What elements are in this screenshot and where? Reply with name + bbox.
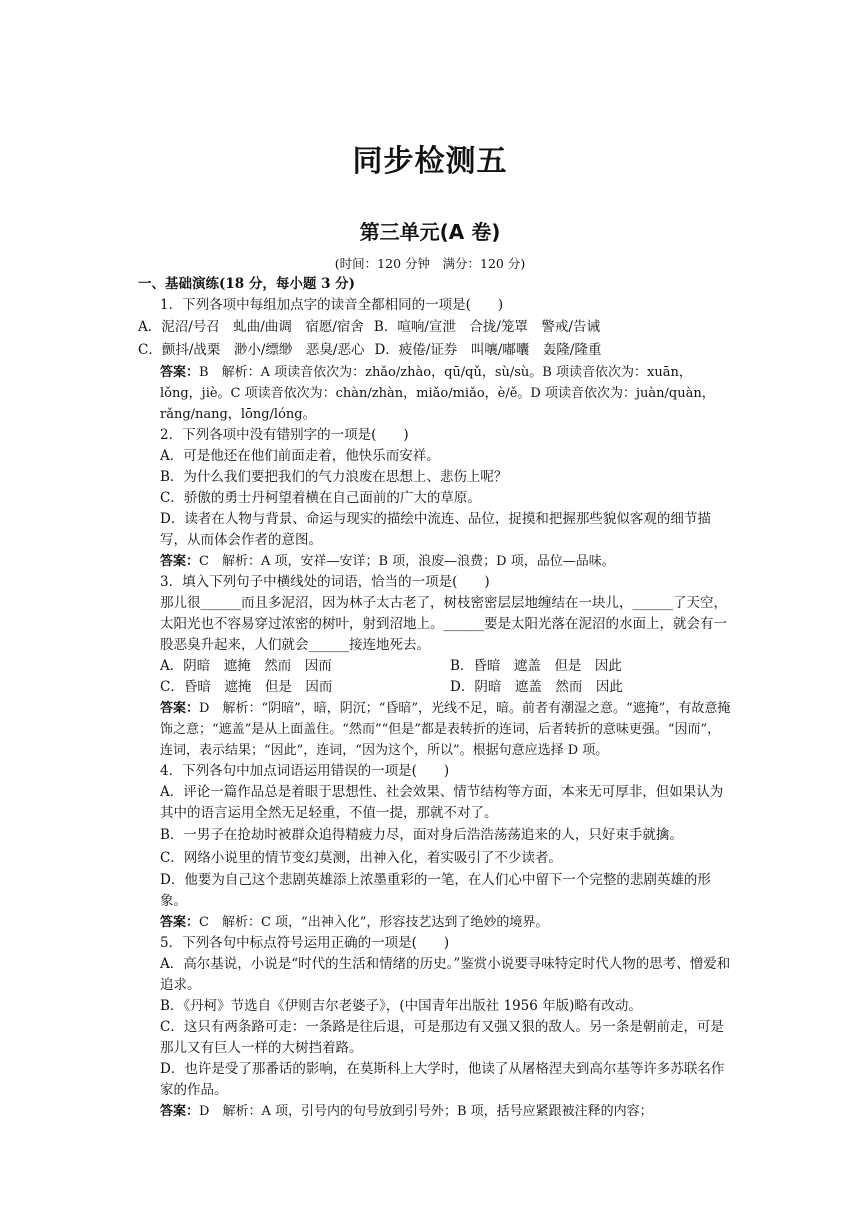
answer-text: D 解析：“阴暗”，暗，阴沉；“昏暗”，光线不足，暗。前者有潮湿之意。“遮掩”，有故意掩饰之意；“遮盖”是从上面盖住。“然而”“但是”都是表转折的连词，后者转折的意味更强。“因而”，连词，表示结果；“因此”，连词，“因为这个，所以”。根据句意应选择 D 项。 — [160, 701, 731, 758]
answer-label: 答案： — [160, 915, 200, 930]
question-4-option-c: C．网络小说里的情节变幻莫测，出神入化，着实吸引了不少读者。 — [160, 850, 562, 866]
document-body — [138, 274, 732, 1122]
answer-text: B 解析：A 项读音依次为：zhǎo/zhào，qū/qǔ，sù/sù。B 项读音依次为：xuān，lǒng，jiè。C 项读音依次为：chàn/zhàn，miǎo/miǎo，è/ě。D 项读音依次为：juàn/quàn，rǎng/nang，lōng/lóng。 — [160, 365, 715, 422]
question-2-option-a: A．可是他还在他们前面走着，他快乐而安祥。 — [160, 448, 440, 464]
question-3-option-a: A．阴暗 遮掩 然而 因而 — [160, 658, 332, 674]
question-1-option-c: C．颤抖/战栗 渺小/缥缈 恶臭/恶心 — [138, 342, 365, 358]
question-5-option-b: B．《丹柯》节选自《伊则吉尔老婆子》，(中国青年出版社 1956 年版)略有改动。 — [160, 998, 642, 1014]
question-3-option-d: D．阴暗 遮盖 然而 因此 — [450, 679, 623, 695]
question-3-options-row1 — [138, 656, 732, 677]
question-4-option-b: B．一男子在抢劫时被群众追得精疲力尽，面对身后浩浩荡荡追来的人，只好束手就擒。 — [160, 827, 683, 843]
answer-label: 答案： — [160, 365, 200, 380]
question-1-stem: 1．下列各项中每组加点字的读音全都相同的一项是( ) — [160, 297, 504, 313]
section-heading: 一、基础演练(18 分，每小题 3 分) — [138, 276, 356, 292]
question-3-option-b: B．昏暗 遮盖 但是 因此 — [450, 658, 622, 674]
question-5-option-a: A．高尔基说，小说是“时代的生活和情绪的历史。”鉴赏小说要寻味特定时代人物的思考、憎爱和追求。 — [160, 956, 731, 993]
question-1-option-b: B．喧响/宣泄 合拢/笼罩 警戒/告诫 — [373, 319, 600, 335]
exam-meta: (时间：120 分钟 满分：120 分) — [334, 256, 526, 271]
question-1-option-a: A．泥沼/号召 虬曲/曲调 宿愿/宿舍 — [138, 319, 364, 335]
question-4-option-a: A．评论一篇作品总是着眼于思想性、社会效果、情节结构等方面，本来无可厚非，但如果认为其中的语言运用全然无足轻重，不值一提，那就不对了。 — [160, 784, 724, 821]
question-4-stem: 4．下列各句中加点词语运用错误的一项是( ) — [160, 763, 450, 779]
question-5-stem: 5．下列各句中标点符号运用正确的一项是( ) — [160, 935, 450, 951]
question-5-option-d: D．也许是受了那番话的影响，在莫斯科上大学时，他读了从屠格涅夫到高尔基等许多苏联名作家的作品。 — [160, 1061, 725, 1098]
question-1-options-ab — [138, 316, 732, 339]
question-3-passage: 那儿很______而且多泥沼，因为林子太古老了，树枝密密层层地缠结在一块儿，______了天空，太阳光也不容易穿过浓密的树叶，射到沼地上。______要是太阳光落在泥沼的水面上，就会有一股恶臭升起来，人们就会______接连地死去。 — [160, 595, 727, 653]
question-4-option-d: D．他要为自己这个悲剧英雄添上浓墨重彩的一笔，在人们心中留下一个完整的悲剧英雄的形象。 — [160, 872, 711, 909]
answer-text: D 解析：A 项，引号内的句号放到引号外；B 项，括号应紧跟被注释的内容； — [199, 1104, 653, 1119]
question-3-option-c: C．昏暗 遮掩 但是 因而 — [160, 679, 333, 695]
unit-subtitle: 第三单元(A 卷) — [359, 220, 501, 244]
question-3-answer — [138, 698, 732, 761]
question-1-options-cd — [138, 339, 732, 362]
question-1-option-d: D．疲倦/证券 叫嚷/嘟囔 轰隆/隆重 — [374, 342, 602, 358]
question-4-answer — [138, 912, 732, 933]
question-1-answer — [138, 362, 732, 425]
page-title: 同步检测五 — [352, 144, 508, 179]
question-2-stem: 2．下列各项中没有错别字的一项是( ) — [160, 427, 409, 443]
answer-label: 答案： — [160, 554, 200, 569]
answer-text: C 解析：C 项，“出神入化”，形容技艺达到了绝妙的境界。 — [199, 915, 549, 930]
answer-text: C 解析：A 项，安祥—安详；B 项，浪废—浪费；D 项，品位—品味。 — [199, 554, 615, 569]
question-5-answer — [138, 1101, 732, 1122]
question-2-option-d: D．读者在人物与背景、命运与现实的描绘中流连、品位，捉摸和把握那些貌似客观的细节描写，从而体会作者的意图。 — [160, 511, 711, 548]
question-5-option-c: C．这只有两条路可走：一条路是往后退，可是那边有又强又狠的敌人。另一条是朝前走，可是那儿又有巨人一样的大树挡着路。 — [160, 1019, 724, 1056]
question-3-options-row2 — [138, 677, 732, 698]
answer-label: 答案： — [160, 1104, 200, 1119]
question-2-option-b: B．为什么我们要把我们的气力浪废在思想上、悲伤上呢？ — [160, 469, 508, 485]
answer-label: 答案： — [160, 701, 200, 716]
question-2-answer — [138, 551, 732, 572]
question-2-option-c: C．骄傲的勇士丹柯望着横在自己面前的广大的草原。 — [160, 490, 481, 506]
question-3-stem: 3．填入下列句子中横线处的词语，恰当的一项是( ) — [160, 574, 490, 590]
